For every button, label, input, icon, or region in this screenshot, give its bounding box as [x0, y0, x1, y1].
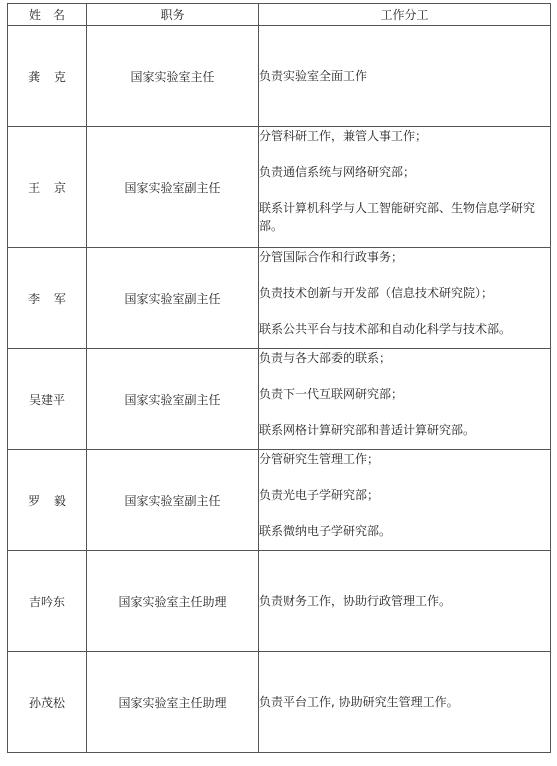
- table-row: [8, 551, 551, 652]
- duty-item: 分管国际合作和行政事务；: [259, 250, 404, 264]
- table-row: [8, 349, 551, 450]
- table-row: [8, 248, 551, 349]
- duty-gap: [259, 468, 550, 486]
- duty-gap: [259, 266, 550, 284]
- duty-item: 联系计算机科学与人工智能研究部、生物信息学研究部。: [259, 201, 536, 233]
- table-row: [8, 26, 551, 127]
- duty-gap: [259, 181, 550, 199]
- duty-item: 负责通信系统与网络研究部；: [259, 165, 416, 179]
- name-cell: 王 京: [8, 127, 87, 248]
- duty-item: 联系微纳电子学研究部。: [259, 524, 392, 538]
- title-cell: 国家实验室副主任: [87, 349, 259, 450]
- duty-item: 负责与各大部委的联系；: [259, 351, 392, 365]
- duties-cell: [259, 652, 551, 753]
- title-cell: 国家实验室主任助理: [87, 551, 259, 652]
- title-cell: 国家实验室主任助理: [87, 652, 259, 753]
- duty-gap: [259, 145, 550, 163]
- duties-cell: [259, 551, 551, 652]
- name-cell: 罗 毅: [8, 450, 87, 551]
- title-cell: 国家实验室主任: [87, 26, 259, 127]
- duty-gap: [259, 367, 550, 385]
- header-row: [8, 4, 551, 26]
- header-name: 姓名: [8, 4, 87, 26]
- duties-cell: [259, 26, 551, 127]
- duty-item: 负责光电子学研究部；: [259, 488, 380, 502]
- duty-item: 负责下一代互联网研究部；: [259, 387, 404, 401]
- duty-item: 联系公共平台与技术部和自动化科学与技术部。: [259, 322, 512, 336]
- name-cell: 吴建平: [8, 349, 87, 450]
- name-cell: 孙茂松: [8, 652, 87, 753]
- title-cell: 国家实验室副主任: [87, 450, 259, 551]
- title-cell: 国家实验室副主任: [87, 127, 259, 248]
- duty-item: 分管研究生管理工作；: [259, 452, 380, 466]
- duty-item: 联系网格计算研究部和普适计算研究部。: [259, 423, 476, 437]
- table-row: [8, 127, 551, 248]
- header-duties: 工作分工: [259, 4, 551, 26]
- table-row: [8, 450, 551, 551]
- duty-gap: [259, 403, 550, 421]
- duty-item: 负责平台工作, 协助研究生管理工作。: [259, 695, 459, 709]
- duty-item: 负责技术创新与开发部（信息技术研究院）；: [259, 286, 494, 300]
- duty-item: 负责财务工作，协助行政管理工作。: [259, 594, 452, 608]
- name-cell: 龚 克: [8, 26, 87, 127]
- duties-cell: [259, 248, 551, 349]
- duties-cell: [259, 349, 551, 450]
- duty-gap: [259, 302, 550, 320]
- duties-cell: [259, 450, 551, 551]
- header-title: 职务: [87, 4, 259, 26]
- staff-duty-table: [7, 3, 551, 753]
- duty-item: 分管科研工作，兼管人事工作；: [259, 129, 428, 143]
- duty-gap: [259, 504, 550, 522]
- title-cell: 国家实验室副主任: [87, 248, 259, 349]
- name-cell: 吉吟东: [8, 551, 87, 652]
- table-body: [8, 26, 551, 753]
- table-row: [8, 652, 551, 753]
- duty-item: 负责实验室全面工作: [259, 69, 368, 83]
- duties-cell: [259, 127, 551, 248]
- name-cell: 李 军: [8, 248, 87, 349]
